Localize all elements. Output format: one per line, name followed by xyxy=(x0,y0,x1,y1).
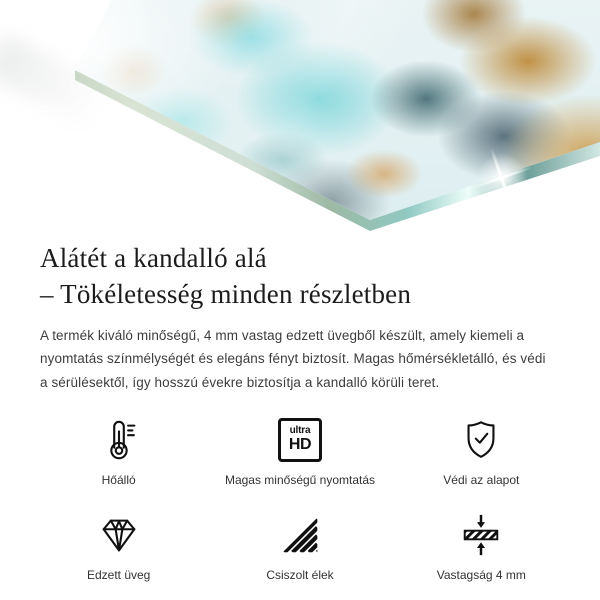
feature-heat-resistant xyxy=(28,416,209,487)
ultra-hd-badge-top-text: ultra xyxy=(289,425,311,437)
feature-thickness xyxy=(391,511,572,582)
thermometer-icon xyxy=(96,416,142,464)
ultra-hd-badge-bottom-text: HD xyxy=(288,436,312,454)
feature-print-quality xyxy=(209,416,390,487)
feature-grid xyxy=(0,416,600,582)
feature-label: Védi az alapot xyxy=(443,472,520,487)
product-description-text: A termék kiváló minőségű, 4 mm vastag edzett üvegből készült, amely kiemeli a nyomtatás színmélységét és elegáns fényt biztosít. Magas hőmérsékletálló, és védi a sérülésektől, így hosszú évekre biztosítja a kandalló körüli teret. xyxy=(40,328,546,390)
feature-label: Csiszolt élek xyxy=(266,567,334,582)
page-title-line-2: – Tökéletesség minden részletben xyxy=(40,278,412,309)
product-description-section xyxy=(0,241,600,394)
ultra-hd-icon xyxy=(278,416,322,464)
feature-label: Hőálló xyxy=(101,472,136,487)
hero-product-photo xyxy=(0,0,600,235)
page-title xyxy=(40,241,560,312)
feature-label: Vastagság 4 mm xyxy=(436,567,526,582)
feature-label: Edzett üveg xyxy=(86,567,151,582)
diamond-icon xyxy=(96,511,142,559)
feature-polished-edges xyxy=(209,511,390,582)
page-title-line-1: Alátét a kandalló alá xyxy=(40,243,267,273)
thickness-4mm-icon xyxy=(458,511,504,559)
ultra-hd-badge xyxy=(278,418,322,462)
shield-check-icon xyxy=(458,416,504,464)
feature-protects-base xyxy=(391,416,572,487)
polished-edges-icon xyxy=(278,511,322,559)
feature-label: Magas minőségű nyomtatás xyxy=(224,472,376,487)
feature-tempered-glass xyxy=(28,511,209,582)
